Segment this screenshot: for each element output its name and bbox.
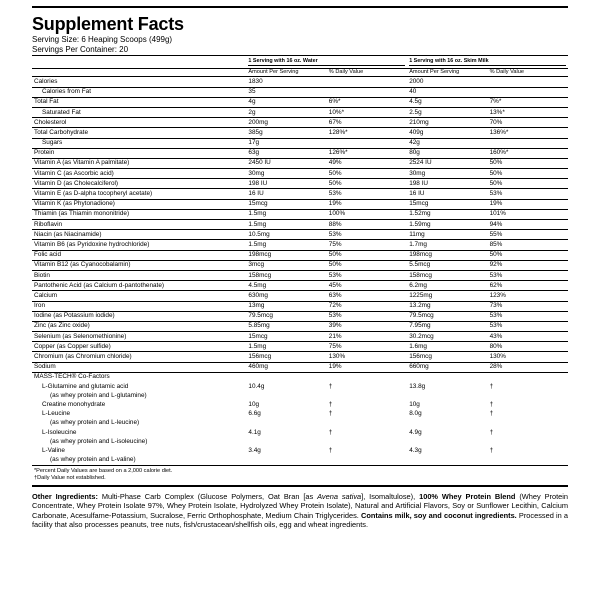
table-row xyxy=(32,220,568,230)
nutrient-dv-water: 72% xyxy=(327,301,407,311)
nutrition-table-body xyxy=(32,56,568,465)
nutrient-name: Total Fat xyxy=(32,97,246,107)
table-group-header-row xyxy=(32,56,568,69)
other-ingredients-italic-1: Avena sativa xyxy=(317,491,362,501)
nutrient-amount-water: 200mg xyxy=(246,118,326,128)
table-row xyxy=(32,428,568,437)
nutrient-dv-water: 88% xyxy=(327,220,407,230)
nutrient-dv-water: 45% xyxy=(327,281,407,291)
table-column-header-row xyxy=(32,68,568,77)
nutrient-dv-milk: 50% xyxy=(488,169,568,179)
nutrient-dv-water: 75% xyxy=(327,342,407,352)
nutrient-amount-water: 1.5mg xyxy=(246,220,326,230)
cofactor-source: (as whey protein and L-valine) xyxy=(50,456,136,464)
cofactor-amount-water: 3.4g xyxy=(248,446,261,454)
nutrient-amount-milk: 198mcg xyxy=(407,250,487,260)
nutrient-amount-milk: 11mg xyxy=(407,230,487,240)
nutrient-dv-milk: 80% xyxy=(488,342,568,352)
nutrient-dv-water: 50% xyxy=(327,250,407,260)
table-row xyxy=(32,128,568,138)
nutrient-amount-water: 15mcg xyxy=(246,332,326,342)
nutrient-dv-milk: 50% xyxy=(488,250,568,260)
nutrient-name: Sodium xyxy=(32,362,246,372)
cofactor-dv-milk: † xyxy=(489,428,494,436)
nutrient-dv-milk: 73% xyxy=(488,301,568,311)
nutrient-amount-milk: 1.6mg xyxy=(407,342,487,352)
nutrient-name: Vitamin K (as Phytonadione) xyxy=(32,199,246,209)
nutrient-name: Iron xyxy=(32,301,246,311)
nutrient-amount-milk: 13.2mg xyxy=(407,301,487,311)
nutrient-name: Vitamin B12 (as Cyanocobalamin) xyxy=(32,260,246,270)
nutrient-dv-water: 10%* xyxy=(327,107,407,117)
nutrient-amount-milk: 6.2mg xyxy=(407,281,487,291)
cofactor-dv-water: † xyxy=(328,382,333,390)
nutrient-dv-water: 130% xyxy=(327,352,407,362)
table-row xyxy=(32,382,568,391)
table-row xyxy=(32,446,568,455)
nutrient-amount-milk: 15mcg xyxy=(407,199,487,209)
nutrient-dv-water: 50% xyxy=(327,179,407,189)
nutrient-dv-water: 53% xyxy=(327,270,407,280)
nutrient-dv-water: 63% xyxy=(327,291,407,301)
nutrient-amount-milk: 30.2mcg xyxy=(407,332,487,342)
other-ingredients-text-1: Multi-Phase Carb Complex (Glucose Polymers, Oat Bran [as xyxy=(97,491,318,501)
nutrient-name: Vitamin E (as D-alpha tocopheryl acetate) xyxy=(32,189,246,199)
nutrient-amount-milk: 4.5g xyxy=(407,97,487,107)
nutrient-dv-milk: 70% xyxy=(488,118,568,128)
nutrient-amount-milk: 40 xyxy=(407,87,487,97)
cofactor-amount-water: 6.6g xyxy=(248,410,261,418)
nutrient-amount-milk: 198 IU xyxy=(407,179,487,189)
col-daily-value-1: % Daily Value xyxy=(327,68,407,77)
other-ingredients-heading: Other Ingredients: xyxy=(32,491,98,501)
table-row xyxy=(32,77,568,87)
nutrient-amount-water: 198 IU xyxy=(246,179,326,189)
table-row xyxy=(32,270,568,280)
nutrient-amount-milk: 158mcg xyxy=(407,270,487,280)
nutrient-amount-milk: 1.59mg xyxy=(407,220,487,230)
cofactor-dv-water: † xyxy=(328,400,333,408)
table-row xyxy=(32,158,568,168)
nutrient-amount-milk: 1225mg xyxy=(407,291,487,301)
nutrient-amount-water: 460mg xyxy=(246,362,326,372)
nutrient-name: Protein xyxy=(32,148,246,158)
nutrient-name: Vitamin C (as Ascorbic acid) xyxy=(32,169,246,179)
nutrient-dv-water: 50% xyxy=(327,260,407,270)
cofactor-source: (as whey protein and L-isoleucine) xyxy=(50,437,148,445)
nutrient-amount-milk: 42g xyxy=(407,138,487,148)
nutrient-amount-water: 30mg xyxy=(246,169,326,179)
nutrient-amount-water: 63g xyxy=(246,148,326,158)
empty-cell xyxy=(32,68,246,77)
footnote-daily-values: *Percent Daily Values are based on a 2,000 calorie diet. xyxy=(34,467,173,474)
nutrient-amount-water: 4.5mg xyxy=(246,281,326,291)
cofactor-dv-water: † xyxy=(328,446,333,454)
nutrient-amount-water: 385g xyxy=(246,128,326,138)
nutrient-amount-water: 13mg xyxy=(246,301,326,311)
cofactor-dv-milk: † xyxy=(489,446,494,454)
nutrient-name: Copper (as Copper sulfide) xyxy=(32,342,246,352)
other-ingredients-text-4: Processed in a facility that also processes peanuts, tree nuts, fish/crustacean/shellfish oils, egg and wheat ingredients. xyxy=(32,510,568,530)
nutrient-amount-milk: 2000 xyxy=(407,77,487,87)
cofactor-amount-water: 10.4g xyxy=(248,382,265,390)
nutrient-dv-milk: 136%* xyxy=(488,128,568,138)
nutrient-amount-water: 79.5mcg xyxy=(246,311,326,321)
group-header-milk xyxy=(407,56,568,69)
cofactor-name: L-Isoleucine xyxy=(42,428,77,436)
nutrient-amount-water: 15mcg xyxy=(246,199,326,209)
nutrient-dv-water: 67% xyxy=(327,118,407,128)
nutrient-dv-water: 19% xyxy=(327,362,407,372)
nutrient-dv-milk xyxy=(488,138,568,148)
nutrient-name: Calories xyxy=(32,77,246,87)
nutrient-name: Saturated Fat xyxy=(32,107,246,117)
nutrient-dv-water: 53% xyxy=(327,230,407,240)
cofactor-source: (as whey protein and L-leucine) xyxy=(50,419,140,427)
table-row xyxy=(32,362,568,372)
table-row-sub xyxy=(32,456,568,465)
nutrient-amount-milk: 660mg xyxy=(407,362,487,372)
nutrient-amount-water: 5.85mg xyxy=(246,321,326,331)
table-row xyxy=(32,189,568,199)
other-ingredients-bold-2: Contains milk, soy and coconut ingredients. xyxy=(361,510,517,520)
nutrient-amount-milk: 7.95mg xyxy=(407,321,487,331)
nutrient-name: Chromium (as Chromium chloride) xyxy=(32,352,246,362)
table-row xyxy=(32,410,568,419)
nutrient-dv-milk: 160%* xyxy=(488,148,568,158)
cofactor-amount-water: 4.1g xyxy=(248,428,261,436)
table-row-sub xyxy=(32,437,568,446)
cofactor-header-row xyxy=(32,372,568,382)
table-row xyxy=(32,97,568,107)
nutrient-dv-milk: 50% xyxy=(488,158,568,168)
cofactor-dv-water: † xyxy=(328,410,333,418)
other-ingredients xyxy=(32,492,568,530)
nutrient-dv-water: 128%* xyxy=(327,128,407,138)
col-daily-value-2: % Daily Value xyxy=(488,68,568,77)
nutrient-dv-milk: 50% xyxy=(488,179,568,189)
table-row-sub xyxy=(32,391,568,400)
table-row xyxy=(32,291,568,301)
nutrient-dv-milk: 62% xyxy=(488,281,568,291)
nutrient-dv-milk: 53% xyxy=(488,311,568,321)
nutrient-dv-milk: 43% xyxy=(488,332,568,342)
nutrient-dv-water: 49% xyxy=(327,158,407,168)
nutrient-dv-milk: 53% xyxy=(488,321,568,331)
cofactor-dv-water: † xyxy=(328,428,333,436)
nutrient-dv-milk: 123% xyxy=(488,291,568,301)
group-header-water xyxy=(246,56,407,69)
nutrient-name: Selenium (as Selenomethionine) xyxy=(32,332,246,342)
table-row xyxy=(32,332,568,342)
nutrient-dv-milk: 130% xyxy=(488,352,568,362)
nutrient-amount-water: 17g xyxy=(246,138,326,148)
group-header-milk-label: 1 Serving with 16 oz. Skim Milk xyxy=(409,57,566,67)
table-row xyxy=(32,169,568,179)
nutrient-dv-water: 53% xyxy=(327,189,407,199)
col-amount-per-serving-2: Amount Per Serving xyxy=(407,68,487,77)
nutrient-dv-water xyxy=(327,77,407,87)
nutrient-amount-water: 3mcg xyxy=(246,260,326,270)
other-ingredients-bold-1: 100% Whey Protein Blend xyxy=(419,491,516,501)
table-row xyxy=(32,240,568,250)
nutrient-dv-milk: 19% xyxy=(488,199,568,209)
nutrient-amount-water: 1.5mg xyxy=(246,240,326,250)
nutrient-dv-milk: 53% xyxy=(488,270,568,280)
cofactor-amount-water: 10g xyxy=(248,400,260,408)
table-row xyxy=(32,301,568,311)
nutrient-amount-water: 16 IU xyxy=(246,189,326,199)
nutrient-name: Iodine (as Potassium iodide) xyxy=(32,311,246,321)
table-row-sub xyxy=(32,419,568,428)
nutrient-amount-water: 35 xyxy=(246,87,326,97)
nutrient-amount-water: 630mg xyxy=(246,291,326,301)
nutrient-amount-milk: 16 IU xyxy=(407,189,487,199)
nutrient-dv-milk xyxy=(488,87,568,97)
nutrient-dv-water: 50% xyxy=(327,169,407,179)
cofactor-amount-milk: 8.0g xyxy=(409,410,422,418)
nutrient-name: Thiamin (as Thiamin mononitride) xyxy=(32,209,246,219)
nutrient-amount-water: 1.5mg xyxy=(246,342,326,352)
nutrient-amount-water: 158mcg xyxy=(246,270,326,280)
other-ingredients-text-3: (Whey Protein Concentrate, Whey Protein Isolate 97%, Whey Protein Isolate, Hydrolyzed Whey Protein Isolate), Natural and Artificial Flavors, Soy or Sunflower Lecithin, Calcium Carbonate, Acesulfame-Potassium, Sucralose, Ferric Orthophosphate, Medium Chain Triglycerides. xyxy=(32,491,569,520)
nutrient-name: Total Carbohydrate xyxy=(32,128,246,138)
nutrient-dv-milk: 92% xyxy=(488,260,568,270)
footnotes xyxy=(32,465,568,483)
nutrient-dv-milk: 13%* xyxy=(488,107,568,117)
table-row xyxy=(32,342,568,352)
nutrient-amount-milk: 1.7mg xyxy=(407,240,487,250)
nutrient-amount-water: 2450 IU xyxy=(246,158,326,168)
nutrient-dv-water: 39% xyxy=(327,321,407,331)
table-row xyxy=(32,281,568,291)
table-row xyxy=(32,138,568,148)
page-title: Supplement Facts xyxy=(32,14,184,34)
nutrient-dv-water xyxy=(327,138,407,148)
nutrient-dv-milk: 94% xyxy=(488,220,568,230)
table-row xyxy=(32,87,568,97)
nutrient-name: Calcium xyxy=(32,291,246,301)
nutrient-amount-water: 2g xyxy=(246,107,326,117)
supplement-facts-panel xyxy=(32,6,568,487)
nutrient-amount-milk: 409g xyxy=(407,128,487,138)
nutrient-name: Folic acid xyxy=(32,250,246,260)
table-row xyxy=(32,230,568,240)
nutrient-name: Vitamin D (as Cholecalciferol) xyxy=(32,179,246,189)
nutrient-dv-milk: 7%* xyxy=(488,97,568,107)
table-row xyxy=(32,311,568,321)
table-row xyxy=(32,250,568,260)
cofactor-dv-milk: † xyxy=(489,400,494,408)
nutrient-name: Sugars xyxy=(32,138,246,148)
nutrient-amount-water: 198mcg xyxy=(246,250,326,260)
nutrient-dv-milk: 53% xyxy=(488,189,568,199)
cofactor-name: L-Glutamine and glutamic acid xyxy=(42,382,129,390)
table-row xyxy=(32,118,568,128)
serving-size: Serving Size: 6 Heaping Scoops (499g) xyxy=(32,35,173,44)
nutrient-dv-water: 126%* xyxy=(327,148,407,158)
nutrient-amount-milk: 210mg xyxy=(407,118,487,128)
nutrient-name: Niacin (as Niacinamide) xyxy=(32,230,246,240)
cofactor-dv-milk: † xyxy=(489,382,494,390)
nutrient-dv-water: 19% xyxy=(327,199,407,209)
nutrient-amount-water: 156mcg xyxy=(246,352,326,362)
nutrition-table xyxy=(32,55,568,465)
col-amount-per-serving-1: Amount Per Serving xyxy=(246,68,326,77)
nutrient-name: Biotin xyxy=(32,270,246,280)
nutrient-amount-milk: 2524 IU xyxy=(407,158,487,168)
table-row xyxy=(32,179,568,189)
cofactor-amount-milk: 10g xyxy=(409,400,420,408)
nutrient-name: Riboflavin xyxy=(32,220,246,230)
nutrient-dv-milk: 85% xyxy=(488,240,568,250)
other-ingredients-text-2: ], Isomaltulose), xyxy=(361,491,420,501)
table-row xyxy=(32,400,568,409)
table-row xyxy=(32,321,568,331)
table-row xyxy=(32,148,568,158)
cofactor-amount-milk: 4.3g xyxy=(409,446,422,454)
nutrient-amount-milk: 30mg xyxy=(407,169,487,179)
nutrient-amount-milk: 156mcg xyxy=(407,352,487,362)
nutrient-amount-water: 1.5mg xyxy=(246,209,326,219)
table-row xyxy=(32,352,568,362)
nutrient-dv-water: 75% xyxy=(327,240,407,250)
nutrient-dv-milk: 55% xyxy=(488,230,568,240)
table-row xyxy=(32,209,568,219)
nutrient-amount-milk: 79.5mcg xyxy=(407,311,487,321)
nutrient-name: Vitamin B6 (as Pyridoxine hydrochloride) xyxy=(32,240,246,250)
group-header-water-label: 1 Serving with 16 oz. Water xyxy=(248,57,405,67)
nutrient-amount-milk: 1.52mg xyxy=(407,209,487,219)
nutrient-amount-water: 1830 xyxy=(246,77,326,87)
nutrient-dv-water: 100% xyxy=(327,209,407,219)
nutrient-dv-water: 6%* xyxy=(327,97,407,107)
nutrient-dv-water: 53% xyxy=(327,311,407,321)
nutrient-amount-water: 10.5mg xyxy=(246,230,326,240)
nutrient-name: Vitamin A (as Vitamin A palmitate) xyxy=(32,158,246,168)
nutrient-amount-milk: 5.5mcg xyxy=(407,260,487,270)
nutrient-dv-water: 21% xyxy=(327,332,407,342)
nutrient-dv-water xyxy=(327,87,407,97)
nutrient-amount-milk: 2.5g xyxy=(407,107,487,117)
cofactor-dv-milk: † xyxy=(489,410,494,418)
table-row xyxy=(32,107,568,117)
cofactor-amount-milk: 13.8g xyxy=(409,382,426,390)
table-row xyxy=(32,260,568,270)
nutrient-name: Cholesterol xyxy=(32,118,246,128)
cofactor-amount-milk: 4.9g xyxy=(409,428,422,436)
cofactor-source: (as whey protein and L-glutamine) xyxy=(50,391,147,399)
servings-per-container: Servings Per Container: 20 xyxy=(32,45,129,54)
footnote-dv-not-established: †Daily Value not established. xyxy=(34,474,106,481)
cofactor-name: L-Leucine xyxy=(42,410,71,418)
nutrient-dv-milk: 101% xyxy=(488,209,568,219)
nutrient-name: Pantothenic Acid (as Calcium d-pantothenate) xyxy=(32,281,246,291)
cofactor-name: L-Valine xyxy=(42,446,65,454)
empty-cell xyxy=(32,56,246,69)
cofactor-header-label: MASS-TECH® Co-Factors xyxy=(32,372,568,382)
nutrient-amount-water: 4g xyxy=(246,97,326,107)
nutrient-name: Zinc (as Zinc oxide) xyxy=(32,321,246,331)
cofactor-name: Creatine monohydrate xyxy=(42,400,106,408)
nutrient-amount-milk: 80g xyxy=(407,148,487,158)
nutrient-name: Calories from Fat xyxy=(32,87,246,97)
nutrient-dv-milk: 28% xyxy=(488,362,568,372)
table-row xyxy=(32,199,568,209)
nutrient-dv-milk xyxy=(488,77,568,87)
